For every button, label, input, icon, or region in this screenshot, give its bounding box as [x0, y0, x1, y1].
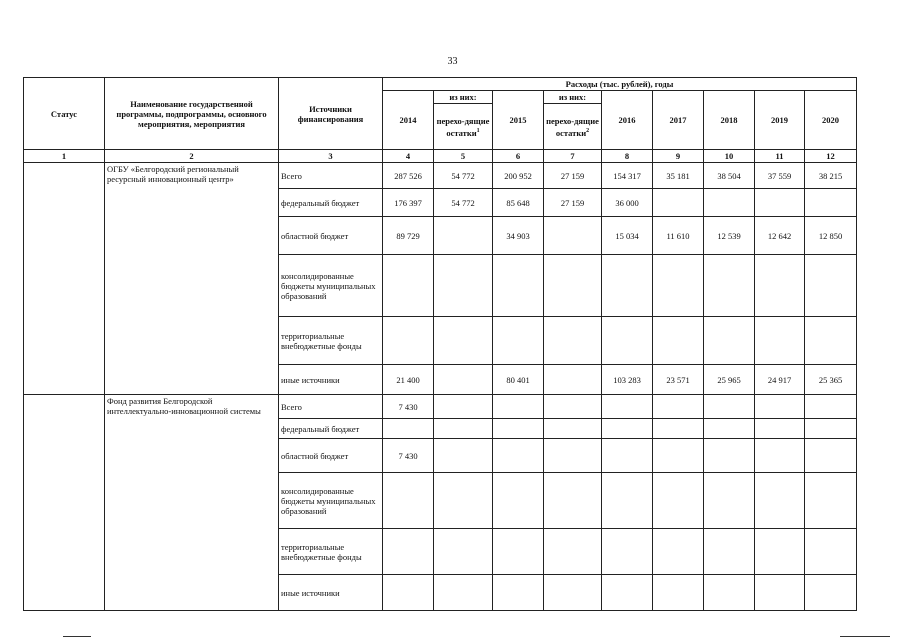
header-year-2019: 2019 — [755, 91, 805, 150]
value-cell — [805, 439, 857, 473]
column-number: 7 — [544, 150, 602, 163]
value-cell: 38 504 — [704, 163, 755, 189]
value-cell — [704, 473, 755, 529]
header-status: Статус — [24, 78, 105, 150]
value-cell — [434, 473, 493, 529]
value-cell — [493, 255, 544, 317]
value-cell: 36 000 — [602, 189, 653, 217]
value-cell — [653, 473, 704, 529]
value-cell — [755, 395, 805, 419]
value-cell — [434, 439, 493, 473]
value-cell: 21 400 — [383, 365, 434, 395]
column-number-row — [24, 150, 857, 163]
value-cell — [434, 575, 493, 611]
value-cell — [383, 317, 434, 365]
value-cell — [383, 255, 434, 317]
header-carryover-2-label: перехо-дящие остатки — [546, 115, 599, 138]
header-year-2017: 2017 — [653, 91, 704, 150]
value-cell: 80 401 — [493, 365, 544, 395]
value-cell — [653, 439, 704, 473]
value-cell: 12 642 — [755, 217, 805, 255]
column-number: 4 — [383, 150, 434, 163]
funding-source-cell: территориальные внебюджетные фонды — [279, 529, 383, 575]
table-row — [24, 163, 857, 189]
value-cell — [653, 575, 704, 611]
footnote-1: 1 — [476, 127, 480, 134]
value-cell: 12 850 — [805, 217, 857, 255]
value-cell — [493, 419, 544, 439]
value-cell — [544, 317, 602, 365]
value-cell — [755, 255, 805, 317]
header-year-2018: 2018 — [704, 91, 755, 150]
value-cell — [805, 255, 857, 317]
table-body — [24, 163, 857, 611]
value-cell: 35 181 — [653, 163, 704, 189]
column-number: 11 — [755, 150, 805, 163]
value-cell: 85 648 — [493, 189, 544, 217]
header-of-them-2: из них: — [544, 91, 602, 104]
value-cell — [544, 439, 602, 473]
value-cell: 176 397 — [383, 189, 434, 217]
value-cell — [704, 419, 755, 439]
value-cell: 200 952 — [493, 163, 544, 189]
value-cell — [434, 419, 493, 439]
value-cell: 24 917 — [755, 365, 805, 395]
value-cell — [493, 439, 544, 473]
value-cell — [805, 395, 857, 419]
value-cell — [704, 255, 755, 317]
value-cell — [653, 189, 704, 217]
value-cell: 37 559 — [755, 163, 805, 189]
column-number: 9 — [653, 150, 704, 163]
value-cell — [383, 473, 434, 529]
status-cell — [24, 395, 105, 611]
funding-source-cell: Всего — [279, 163, 383, 189]
value-cell — [805, 189, 857, 217]
funding-source-cell: областной бюджет — [279, 439, 383, 473]
value-cell — [755, 473, 805, 529]
column-number: 10 — [704, 150, 755, 163]
value-cell — [805, 575, 857, 611]
value-cell — [434, 255, 493, 317]
page-number: 33 — [447, 56, 458, 67]
header-year-2016: 2016 — [602, 91, 653, 150]
header-carryover-1 — [434, 104, 493, 150]
value-cell: 103 283 — [602, 365, 653, 395]
value-cell — [434, 395, 493, 419]
value-cell — [704, 317, 755, 365]
table-header — [24, 78, 857, 163]
value-cell — [493, 575, 544, 611]
funding-source-cell: консолидированные бюджеты муниципальных образований — [279, 473, 383, 529]
value-cell: 27 159 — [544, 163, 602, 189]
value-cell — [653, 255, 704, 317]
scan-mark-right — [840, 636, 890, 637]
status-cell — [24, 163, 105, 395]
value-cell: 23 571 — [653, 365, 704, 395]
scan-mark-left — [63, 636, 91, 637]
value-cell — [602, 419, 653, 439]
value-cell — [602, 473, 653, 529]
value-cell: 7 430 — [383, 395, 434, 419]
value-cell — [704, 439, 755, 473]
column-number: 6 — [493, 150, 544, 163]
value-cell — [755, 439, 805, 473]
value-cell — [805, 473, 857, 529]
value-cell — [544, 419, 602, 439]
value-cell — [755, 575, 805, 611]
value-cell — [602, 317, 653, 365]
value-cell — [383, 419, 434, 439]
value-cell — [434, 365, 493, 395]
value-cell — [602, 575, 653, 611]
header-year-2015: 2015 — [493, 91, 544, 150]
value-cell — [544, 529, 602, 575]
value-cell — [805, 419, 857, 439]
budget-table — [23, 77, 857, 611]
footnote-2: 2 — [586, 127, 590, 134]
funding-source-cell: иные источники — [279, 575, 383, 611]
value-cell: 27 159 — [544, 189, 602, 217]
value-cell — [653, 419, 704, 439]
value-cell — [704, 395, 755, 419]
value-cell — [755, 317, 805, 365]
funding-source-cell: консолидированные бюджеты муниципальных образований — [279, 255, 383, 317]
column-number: 3 — [279, 150, 383, 163]
funding-source-cell: областной бюджет — [279, 217, 383, 255]
value-cell — [704, 189, 755, 217]
value-cell — [755, 419, 805, 439]
value-cell: 54 772 — [434, 189, 493, 217]
program-name-cell: ОГБУ «Белгородский региональный ресурсный инновационный центр» — [105, 163, 279, 395]
value-cell: 25 965 — [704, 365, 755, 395]
value-cell — [434, 317, 493, 365]
column-number: 2 — [105, 150, 279, 163]
value-cell — [434, 529, 493, 575]
value-cell — [653, 395, 704, 419]
header-carryover-1-label: перехо-дящие остатки — [436, 115, 490, 138]
value-cell — [544, 395, 602, 419]
value-cell — [602, 529, 653, 575]
value-cell — [602, 395, 653, 419]
value-cell — [493, 317, 544, 365]
funding-source-cell: иные источники — [279, 365, 383, 395]
value-cell — [544, 217, 602, 255]
value-cell — [544, 575, 602, 611]
header-carryover-2 — [544, 104, 602, 150]
value-cell: 38 215 — [805, 163, 857, 189]
value-cell: 287 526 — [383, 163, 434, 189]
value-cell: 7 430 — [383, 439, 434, 473]
column-number: 12 — [805, 150, 857, 163]
value-cell — [544, 365, 602, 395]
value-cell — [755, 189, 805, 217]
header-year-2020: 2020 — [805, 91, 857, 150]
funding-source-cell: Всего — [279, 395, 383, 419]
column-number: 1 — [24, 150, 105, 163]
header-of-them-1: из них: — [434, 91, 493, 104]
value-cell — [434, 217, 493, 255]
value-cell: 89 729 — [383, 217, 434, 255]
value-cell — [704, 575, 755, 611]
value-cell — [544, 473, 602, 529]
value-cell — [653, 317, 704, 365]
value-cell — [653, 529, 704, 575]
column-number: 5 — [434, 150, 493, 163]
column-number: 8 — [602, 150, 653, 163]
value-cell: 11 610 — [653, 217, 704, 255]
value-cell — [704, 529, 755, 575]
value-cell — [544, 255, 602, 317]
value-cell — [805, 317, 857, 365]
funding-source-cell: федеральный бюджет — [279, 419, 383, 439]
value-cell — [493, 395, 544, 419]
value-cell — [383, 529, 434, 575]
header-sources: Источники финансирования — [279, 78, 383, 150]
value-cell: 54 772 — [434, 163, 493, 189]
value-cell — [805, 529, 857, 575]
value-cell: 15 034 — [602, 217, 653, 255]
value-cell — [602, 439, 653, 473]
value-cell — [493, 529, 544, 575]
value-cell — [755, 529, 805, 575]
header-expenses: Расходы (тыс. рублей), годы — [383, 78, 857, 91]
value-cell: 25 365 — [805, 365, 857, 395]
value-cell: 154 317 — [602, 163, 653, 189]
header-year-2014: 2014 — [383, 91, 434, 150]
value-cell — [493, 473, 544, 529]
value-cell — [383, 575, 434, 611]
table-row — [24, 395, 857, 419]
value-cell — [602, 255, 653, 317]
value-cell: 12 539 — [704, 217, 755, 255]
program-name-cell: Фонд развития Белгородской интеллектуально-инновационной системы — [105, 395, 279, 611]
header-program-name: Наименование государственной программы, подпрограммы, основного мероприятия, мероприятия — [105, 78, 279, 150]
value-cell: 34 903 — [493, 217, 544, 255]
funding-source-cell: федеральный бюджет — [279, 189, 383, 217]
funding-source-cell: территориальные внебюджетные фонды — [279, 317, 383, 365]
